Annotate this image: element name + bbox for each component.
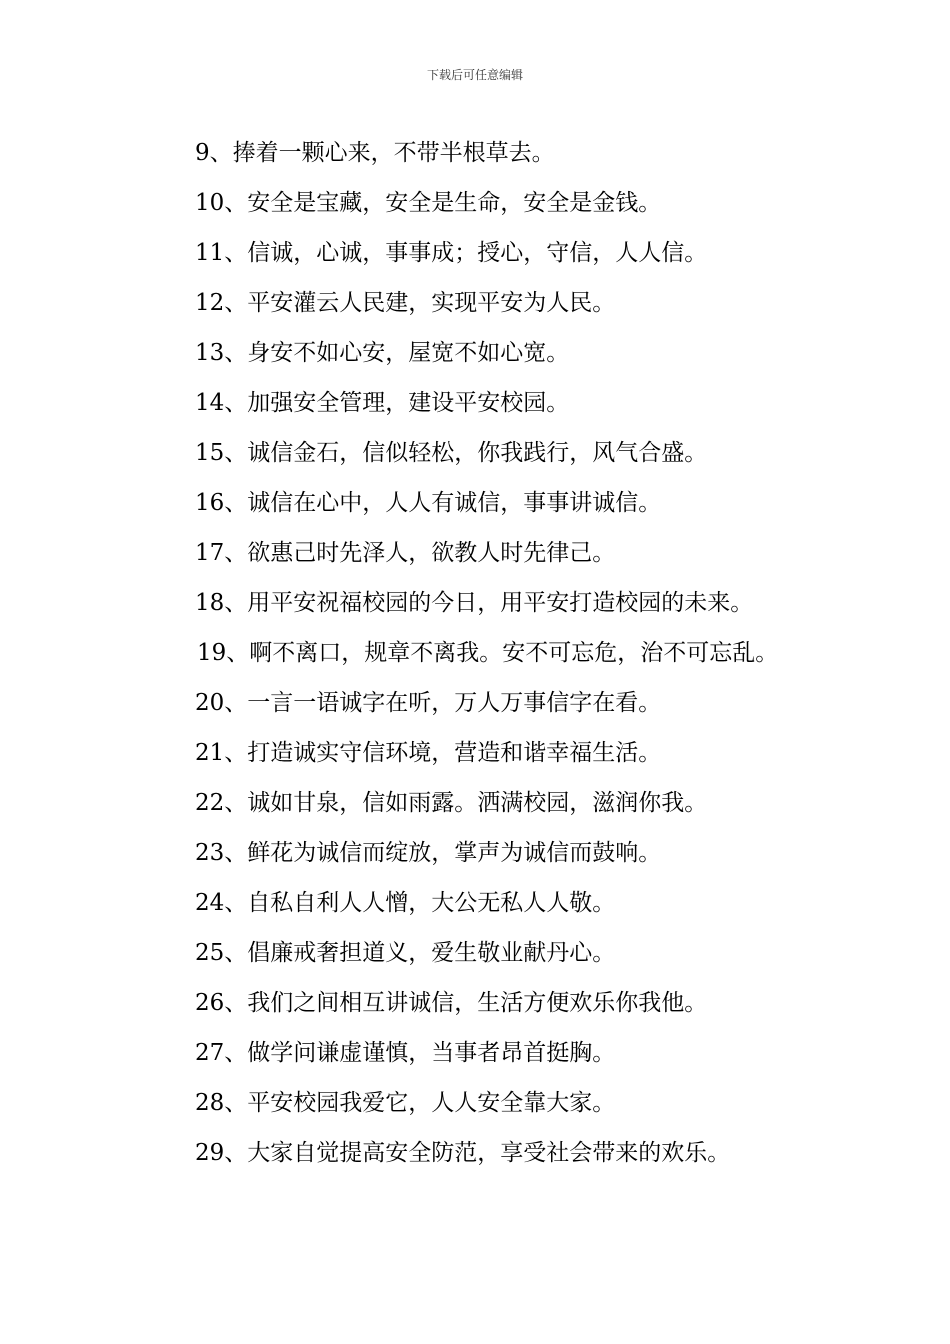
list-item: 14、加强安全管理，建设平安校园。	[195, 390, 570, 416]
list-item: 27、做学问谦虚谨慎，当事者昂首挺胸。	[195, 1040, 616, 1066]
list-item: 29、大家自觉提高安全防范，享受社会带来的欢乐。	[195, 1140, 731, 1166]
list-item: 20、一言一语诚字在听，万人万事信字在看。	[195, 690, 662, 716]
list-item: 22、诚如甘泉，信如雨露。洒满校园，滋润你我。	[195, 790, 708, 816]
list-item: 9、捧着一颗心来，不带半根草去。	[195, 140, 555, 166]
page-header: 下载后可任意编辑	[426, 68, 523, 82]
list-item: 19、啊不离口，规章不离我。安不可忘危，治不可忘乱。	[197, 640, 779, 666]
list-item: 10、安全是宝藏，安全是生命，安全是金钱。	[195, 190, 662, 216]
list-item: 11、信诚，心诚，事事成；授心，守信，人人信。	[195, 240, 708, 266]
list-item: 24、自私自利人人憎，大公无私人人敬。	[195, 890, 616, 916]
list-item: 16、诚信在心中，人人有诚信，事事讲诚信。	[195, 490, 662, 516]
list-item: 25、倡廉戒奢担道义，爱生敬业献丹心。	[195, 940, 616, 966]
list-item: 17、欲惠己时先泽人，欲教人时先律己。	[195, 540, 616, 566]
slogan-list	[145, 128, 810, 1178]
list-item: 12、平安灌云人民建，实现平安为人民。	[195, 290, 616, 316]
list-item: 21、打造诚实守信环境，营造和谐幸福生活。	[195, 740, 662, 766]
list-item: 23、鲜花为诚信而绽放，掌声为诚信而鼓响。	[195, 840, 662, 866]
list-item: 26、我们之间相互讲诚信，生活方便欢乐你我他。	[195, 990, 708, 1016]
list-item: 13、身安不如心安，屋宽不如心宽。	[195, 340, 570, 366]
list-item: 28、平安校园我爱它，人人安全靠大家。	[195, 1090, 616, 1116]
list-item: 18、用平安祝福校园的今日，用平安打造校园的未来。	[195, 590, 754, 616]
list-item: 15、诚信金石，信似轻松，你我践行，风气合盛。	[195, 440, 708, 466]
